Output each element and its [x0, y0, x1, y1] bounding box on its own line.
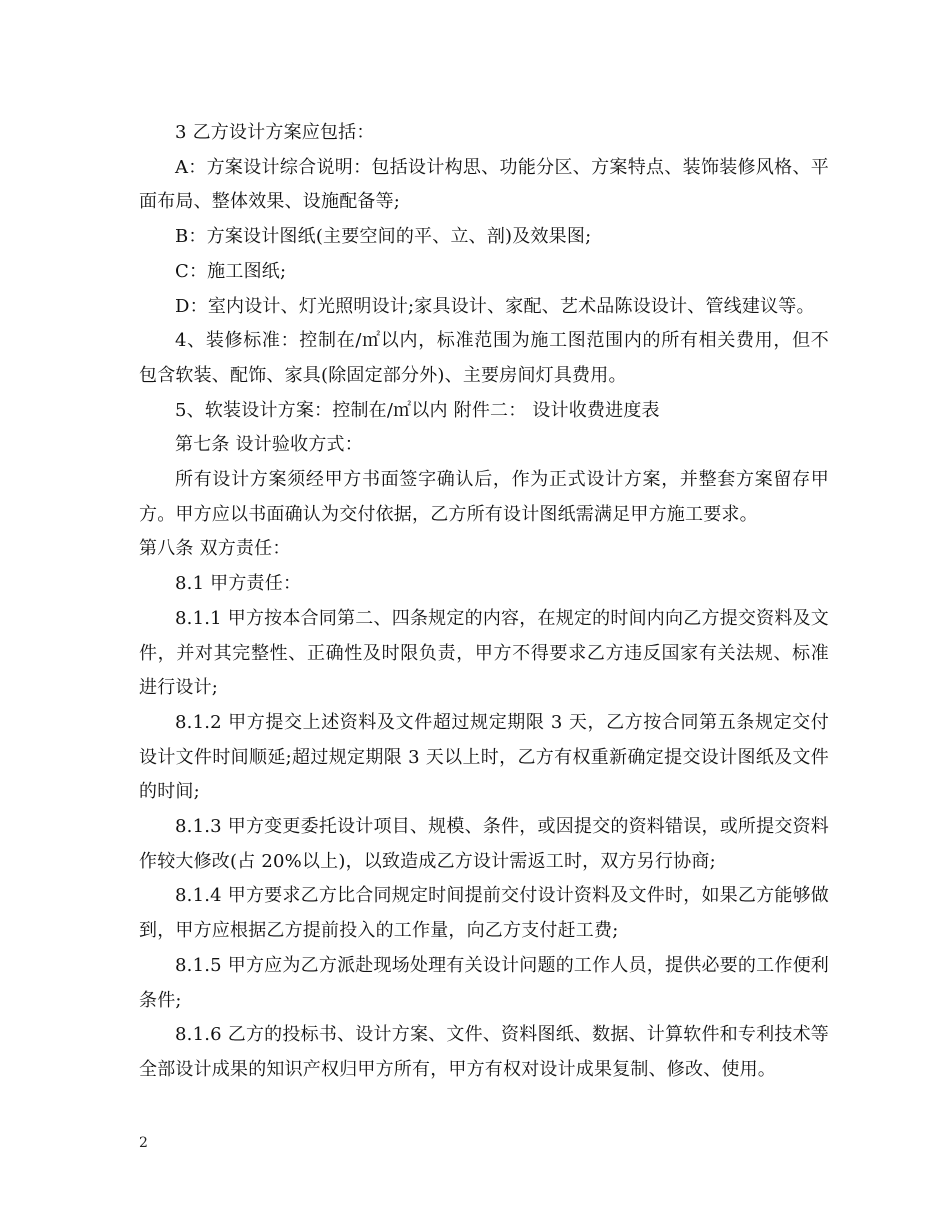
clause-paragraph: 8.1.6 乙方的投标书、设计方案、文件、资料图纸、数据、计算软件和专利技术等全部设计成果的知识产权归甲方所有，甲方有权对设计成果复制、修改、使用。 [139, 1024, 829, 1080]
paragraph: C：施工图纸; [175, 260, 287, 282]
section-heading: 第八条 双方责任： [139, 538, 291, 560]
paragraph: 4、装修标准：控制在/㎡以内，标准范围为施工图范围内的所有相关费用，但不包含软装、配饰、家具(除固定部分外)、主要房间灯具费用。 [139, 330, 829, 386]
clause-paragraph: 8.1.5 甲方应为乙方派赴现场处理有关设计问题的工作人员，提供必要的工作便利条件; [139, 954, 829, 1011]
paragraph: D：室内设计、灯光照明设计;家具设计、家配、艺术品陈设设计、管线建议等。 [175, 295, 815, 317]
document-body [139, 116, 829, 1088]
paragraph: B：方案设计图纸(主要空间的平、立、剖)及效果图; [175, 226, 592, 248]
clause-paragraph: 8.1.3 甲方变更委托设计项目、规模、条件，或因提交的资料错误，或所提交资料作较大修改(占 20%以上)，以致造成乙方设计需返工时，双方另行协商; [139, 816, 829, 872]
paragraph: A：方案设计综合说明：包括设计构思、功能分区、方案特点、装饰装修风格、平面布局、整体效果、设施配备等; [139, 156, 829, 213]
clause-paragraph: 8.1.2 甲方提交上述资料及文件超过规定期限 3 天，乙方按合同第五条规定交付设计文件时间顺延;超过规定期限 3 天以上时，乙方有权重新确定提交设计图纸及文件的时间; [139, 711, 829, 803]
clause-paragraph: 8.1.4 甲方要求乙方比合同规定时间提前交付设计资料及文件时，如果乙方能够做到，甲方应根据乙方提前投入的工作量，向乙方支付赶工费; [139, 885, 829, 942]
subsection-heading: 8.1 甲方责任： [175, 573, 302, 595]
page-number: 2 [139, 1135, 148, 1151]
paragraph: 所有设计方案须经甲方书面签字确认后，作为正式设计方案，并整套方案留存甲方。甲方应以书面确认为交付依据，乙方所有设计图纸需满足甲方施工要求。 [139, 469, 829, 525]
clause-paragraph: 8.1.1 甲方按本合同第二、四条规定的内容，在规定的时间内向乙方提交资料及文件，并对其完整性、正确性及时限负责，甲方不得要求乙方违反国家有关法规、标准进行设计; [139, 607, 829, 699]
paragraph: 3 乙方设计方案应包括： [175, 122, 375, 143]
section-heading: 第七条 设计验收方式： [175, 434, 363, 456]
paragraph: 5、软装设计方案：控制在/㎡以内 附件二： 设计收费进度表 [175, 399, 660, 421]
